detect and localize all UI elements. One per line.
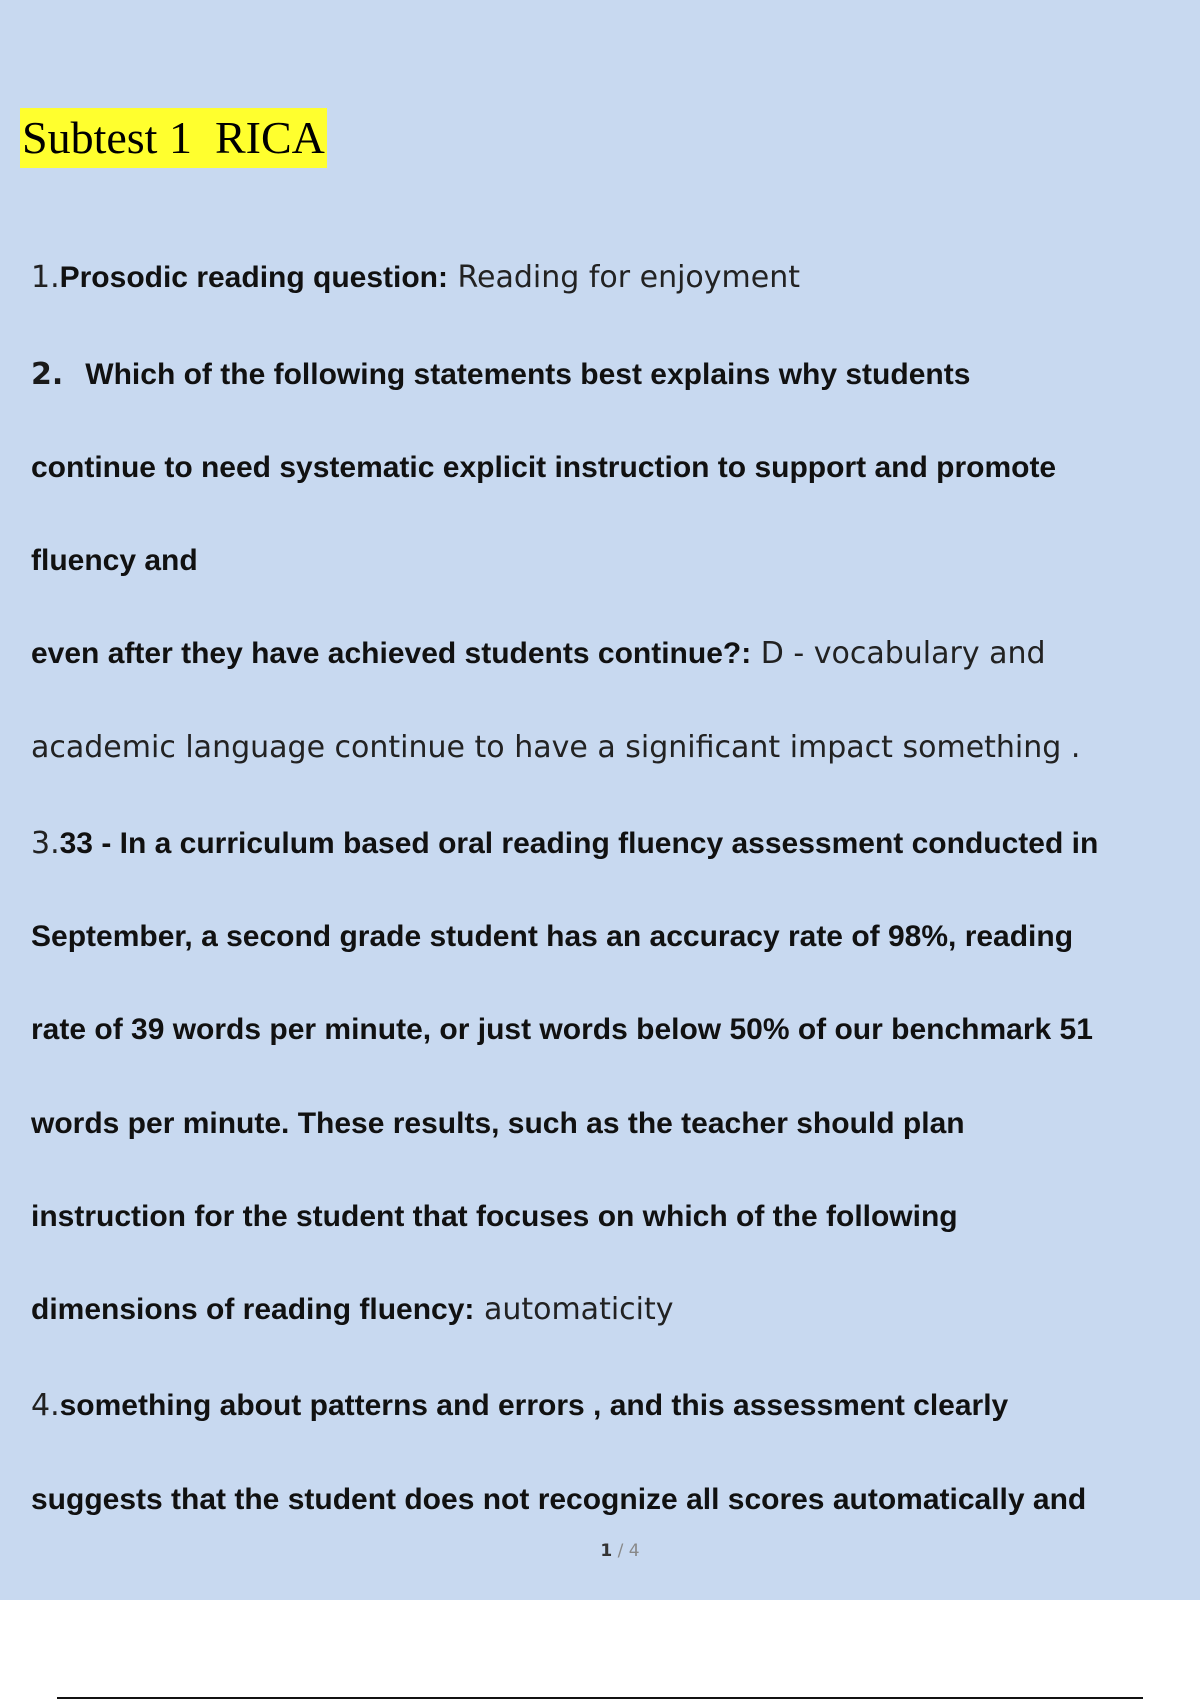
question-number: 1. [31,260,60,295]
document-title: Subtest 1 RICA [20,108,327,168]
current-page: 1 [600,1541,613,1561]
page-separator: / [612,1541,629,1561]
question-2-line-3: fluency and [31,544,198,577]
total-pages: 4 [628,1541,640,1561]
answer-text: Reading for enjoyment [448,260,801,295]
question-3-line-6 [31,1290,674,1330]
answer-text: D - vocabulary and [751,636,1046,671]
question-2-line-2: continue to need systematic explicit instruction to support and promote [31,451,1057,484]
question-text: 33 - In a curriculum based oral reading fluency assessment conducted in [59,827,1099,860]
question-4-line-1 [31,1386,1008,1426]
question-2-line-4 [31,634,1046,674]
question-text: even after they have achieved students continue?: [31,637,752,670]
question-text: dimensions of reading fluency: [31,1293,475,1326]
question-text: Which of the following statements best explains why students [85,358,971,391]
question-number: 3. [31,826,60,861]
question-number: 2. [31,357,64,392]
answer-text: automaticity [474,1292,674,1327]
question-3-line-5: instruction for the student that focuses on which of the following [31,1200,958,1233]
question-number: 4. [31,1388,60,1423]
question-4-line-2: suggests that the student does not recognize all scores automatically and [31,1483,1087,1516]
question-3-line-1 [31,824,1098,864]
question-2-line-1 [31,355,970,395]
question-3-line-4: words per minute. These results, such as the teacher should plan [31,1107,965,1140]
question-1 [31,258,800,298]
question-text: Prosodic reading question: [59,261,448,294]
question-3-line-3: rate of 39 words per minute, or just words below 50% of our benchmark 51 [31,1013,1093,1046]
question-2-line-5: academic language continue to have a significant impact something . [31,730,1081,765]
question-text: something about patterns and errors , and this assessment clearly [59,1389,1009,1422]
page-indicator [0,1541,1200,1561]
question-3-line-2: September, a second grade student has an accuracy rate of 98%, reading [31,920,1074,953]
next-page-divider [57,1697,1143,1699]
